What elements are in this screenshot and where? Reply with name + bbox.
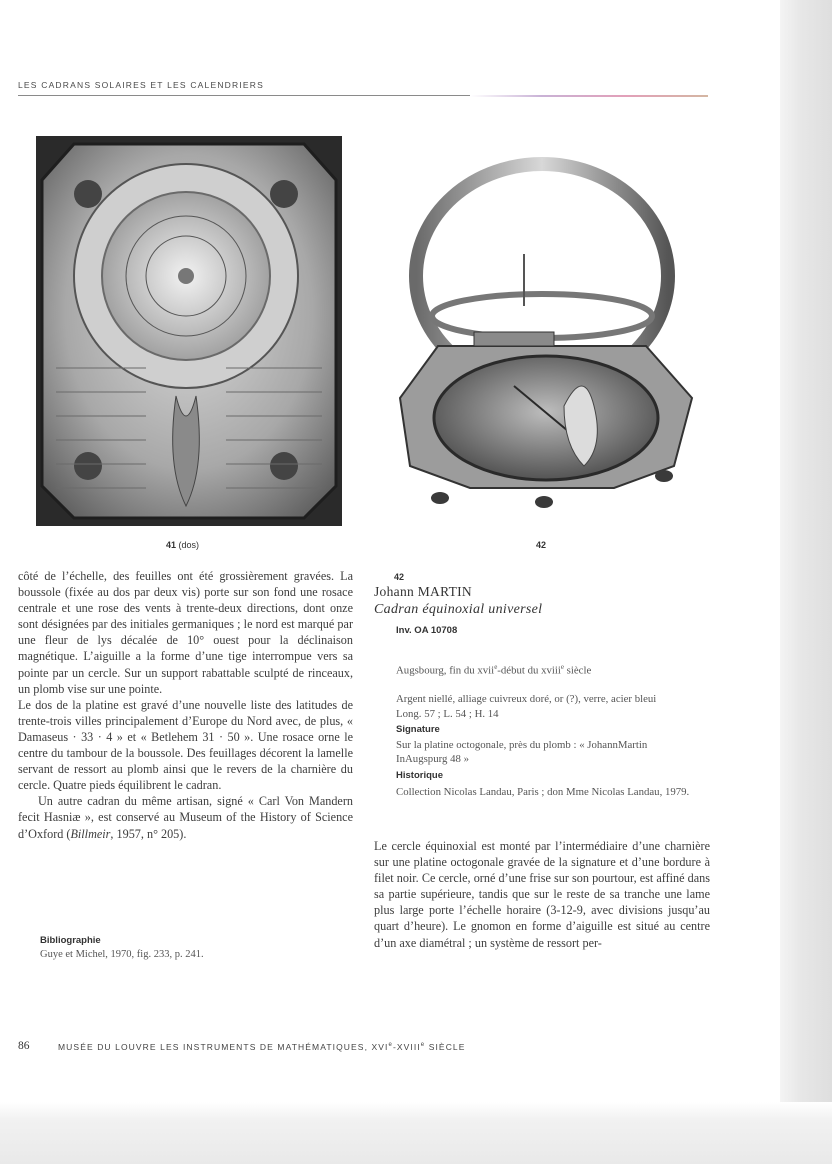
footer-text: MUSÉE DU LOUVRE LES INSTRUMENTS DE MATHÉMATIQUES, XVI: [58, 1042, 389, 1052]
entry-42-materials: Argent niellé, alliage cuivreux doré, or (?), verre, acier bleui: [396, 693, 657, 705]
entry-42-title: Cadran équinoxial universel: [374, 602, 543, 617]
left-paragraph-3: [18, 793, 353, 841]
right-paragraph: Le cercle équinoxial est monté par l’intermédiaire d’une charnière sur une platine octogonale gravée de la signature et d’une bordure à filet noir. Ce cercle, orné d’une frise sur son pourtour, est affiné dans sa partie supérieure, tandis que sur le reste de sa tranche une lame plus large porte l’échelle horaire (3-12-9, avec divisions jusqu’au quart d’heure). Le gnomon en forme d’aiguille est situé au centre d’un axe diamétral ; un système de ressort per-: [374, 839, 710, 950]
citation-billmeir: Billmeir: [70, 826, 111, 841]
origin-sup-1: e: [494, 663, 498, 671]
figure-42-number: 42: [536, 540, 547, 550]
origin-text: Augsbourg, fin du xvii: [396, 664, 495, 677]
footer-sup-2: e: [420, 1042, 426, 1049]
page-bottom-shadow: [0, 1102, 832, 1164]
figure-41-caption: [166, 540, 199, 550]
page-edge-shadow: [780, 0, 832, 1164]
origin-mid: -début du xviii: [497, 664, 561, 677]
left-paragraph-3-end: , 1957, n° 205).: [110, 826, 187, 841]
figure-42-caption: [536, 540, 546, 550]
history-heading: Historique: [396, 770, 443, 781]
history-text: Collection Nicolas Landau, Paris ; don Mme Nicolas Landau, 1979.: [396, 786, 690, 798]
origin-end: siècle: [563, 664, 592, 677]
figure-42-photo: [374, 136, 708, 526]
footer-sup-1: e: [388, 1042, 393, 1049]
figure-41-number: 41: [166, 540, 177, 550]
page-number: 86: [18, 1040, 30, 1052]
right-column: [374, 838, 710, 951]
figure-41-note: (dos): [178, 540, 200, 550]
origin-sup-2: e: [560, 663, 564, 671]
left-paragraph-3-text: Un autre cadran du même artisan, signé « Carl Von Mandern fecit Hasniæ », est conservé au Museum of the History of Science d’Oxford (: [18, 794, 353, 841]
left-paragraph-2: Le dos de la platine est gravé d’une nouvelle liste des latitudes de trente-trois villes principalement d’Europe du Nord avec, de plus, « Damaseus · 33 · 4 » et « Betlehem 31 · 50 ». Une rosace orne le centre du tambour de la boussole. Des feuillages décorent la lamelle servant de ressort au plomb ainsi que le revers de la charnière du cercle. Quatre pieds équilibrent le cadran.: [18, 697, 353, 793]
entry-42-inventory: Inv. OA 10708: [396, 625, 458, 636]
entry-42-dimensions: Long. 57 ; L. 54 ; H. 14: [396, 708, 499, 720]
entry-42-number: 42: [394, 572, 405, 582]
running-head: LES CADRANS SOLAIRES ET LES CALENDRIERS: [18, 80, 264, 90]
entry-42-origin: [396, 660, 708, 678]
footer-line: [58, 1042, 466, 1052]
entry-42-author: Johann MARTIN: [374, 584, 472, 599]
figure-41-photo: [36, 136, 342, 526]
signature-text: Sur la platine octogonale, près du plomb : « JohannMartin InAugspurg 48 »: [396, 739, 648, 765]
bibliography-text: Guye et Michel, 1970, fig. 233, p. 241.: [40, 949, 204, 960]
signature-heading: Signature: [396, 724, 440, 735]
bibliography-heading: Bibliographie: [40, 935, 101, 946]
footer-end: SIÈCLE: [425, 1042, 466, 1052]
left-paragraph-1: côté de l’échelle, des feuilles ont été grossièrement gravées. La boussole (fixée au dos par deux vis) porte sur son fond une rosace centrale et une rose des vents à trente-deux directions, dont onze sont désignées par des initiales germaniques ; le nord est marqué par une fleur de lys décalée de 10° ouest pour la déclinaison magnétique. L’aiguille a la forme d’une tige interrompue vers sa pointe par un cercle. Sur un support rabattable sculpté de rinceaux, un plomb vise sur une pointe.: [18, 569, 353, 696]
left-column: [18, 568, 353, 842]
header-accent-rule: [470, 95, 708, 97]
footer-mid: -XVIII: [392, 1042, 421, 1052]
